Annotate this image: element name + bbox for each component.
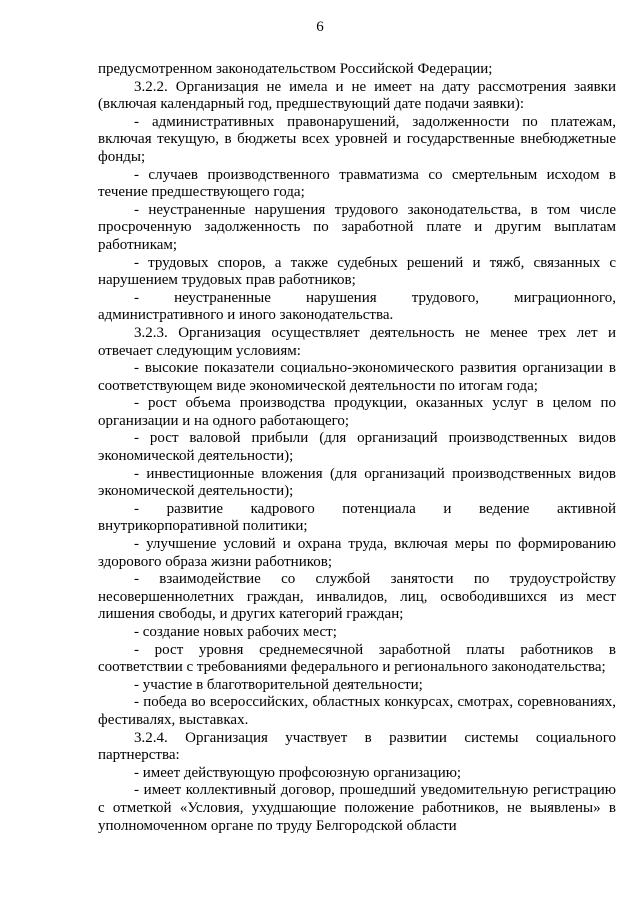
list-item: - победа во всероссийских, областных конкурсах, смотрах, соревнованиях, фестивалях, выставках. — [98, 694, 616, 728]
list-item: - трудовых споров, а также судебных решений и тяжб, связанных с нарушением трудовых прав работников; — [98, 254, 616, 289]
list-item: - улучшение условий и охрана труда, включая меры по формированию здорового образа жизни работников; — [98, 536, 616, 570]
paragraph: предусмотренном законодательством Российской Федерации; — [98, 61, 493, 77]
page-number: 6 — [316, 19, 324, 35]
list-item: - рост валовой прибыли (для организаций производственных видов экономической деятельности); — [98, 430, 616, 465]
list-item: - участие в благотворительной деятельности; — [134, 676, 423, 693]
list-item: - неустраненные нарушения трудового, миграционного, административного и иного законодательства. — [98, 289, 616, 324]
document-body — [98, 61, 616, 835]
list-item: - имеет действующую профсоюзную организацию; — [134, 764, 462, 781]
list-item: - инвестиционные вложения (для организаций производственных видов экономической деятельности); — [98, 465, 616, 500]
paragraph: 3.2.4. Организация участвует в развитии системы социального партнерства: — [98, 729, 616, 764]
list-item: - высокие показатели социально-экономического развития организации в соответствующем виде экономической деятельности по итогам года; — [98, 360, 616, 394]
list-item: - взаимодействие со службой занятости по трудоустройству несовершеннолетних граждан, инвалидов, лиц, освободившихся из мест лишения свободы, и других категорий граждан; — [98, 571, 616, 623]
list-item: - рост уровня среднемесячной заработной платы работников в соответствии с требованиями федерального и регионального законодательства; — [98, 641, 616, 676]
list-item: - имеет коллективный договор, прошедший уведомительную регистрацию с отметкой «Условия, ухудшающие положение работников, не выявлены» в уполномоченном органе по труду Белгородской области — [98, 782, 616, 834]
paragraph: 3.2.3. Организация осуществляет деятельность не менее трех лет и отвечает следующим условиям: — [98, 324, 616, 359]
list-item: - неустраненные нарушения трудового законодательства, в том числе просроченную задолженность по заработной плате и другим выплатам работникам; — [98, 201, 616, 253]
list-item: - административных правонарушений, задолженности по платежам, включая текущую, в бюджеты всех уровней и государственные внебюджетные фонды; — [98, 113, 616, 165]
list-item: - рост объема производства продукции, оказанных услуг в целом по организации и на одного работающего; — [98, 395, 616, 429]
list-item: - создание новых рабочих мест; — [134, 624, 337, 640]
list-item: - развитие кадрового потенциала и ведение активной внутрикорпоративной политики; — [98, 500, 616, 535]
paragraph: 3.2.2. Организация не имела и не имеет на дату рассмотрения заявки (включая календарный год, предшествующий дате подачи заявки): — [98, 78, 616, 113]
list-item: - случаев производственного травматизма со смертельным исходом в течение предшествующего года; — [98, 166, 616, 201]
